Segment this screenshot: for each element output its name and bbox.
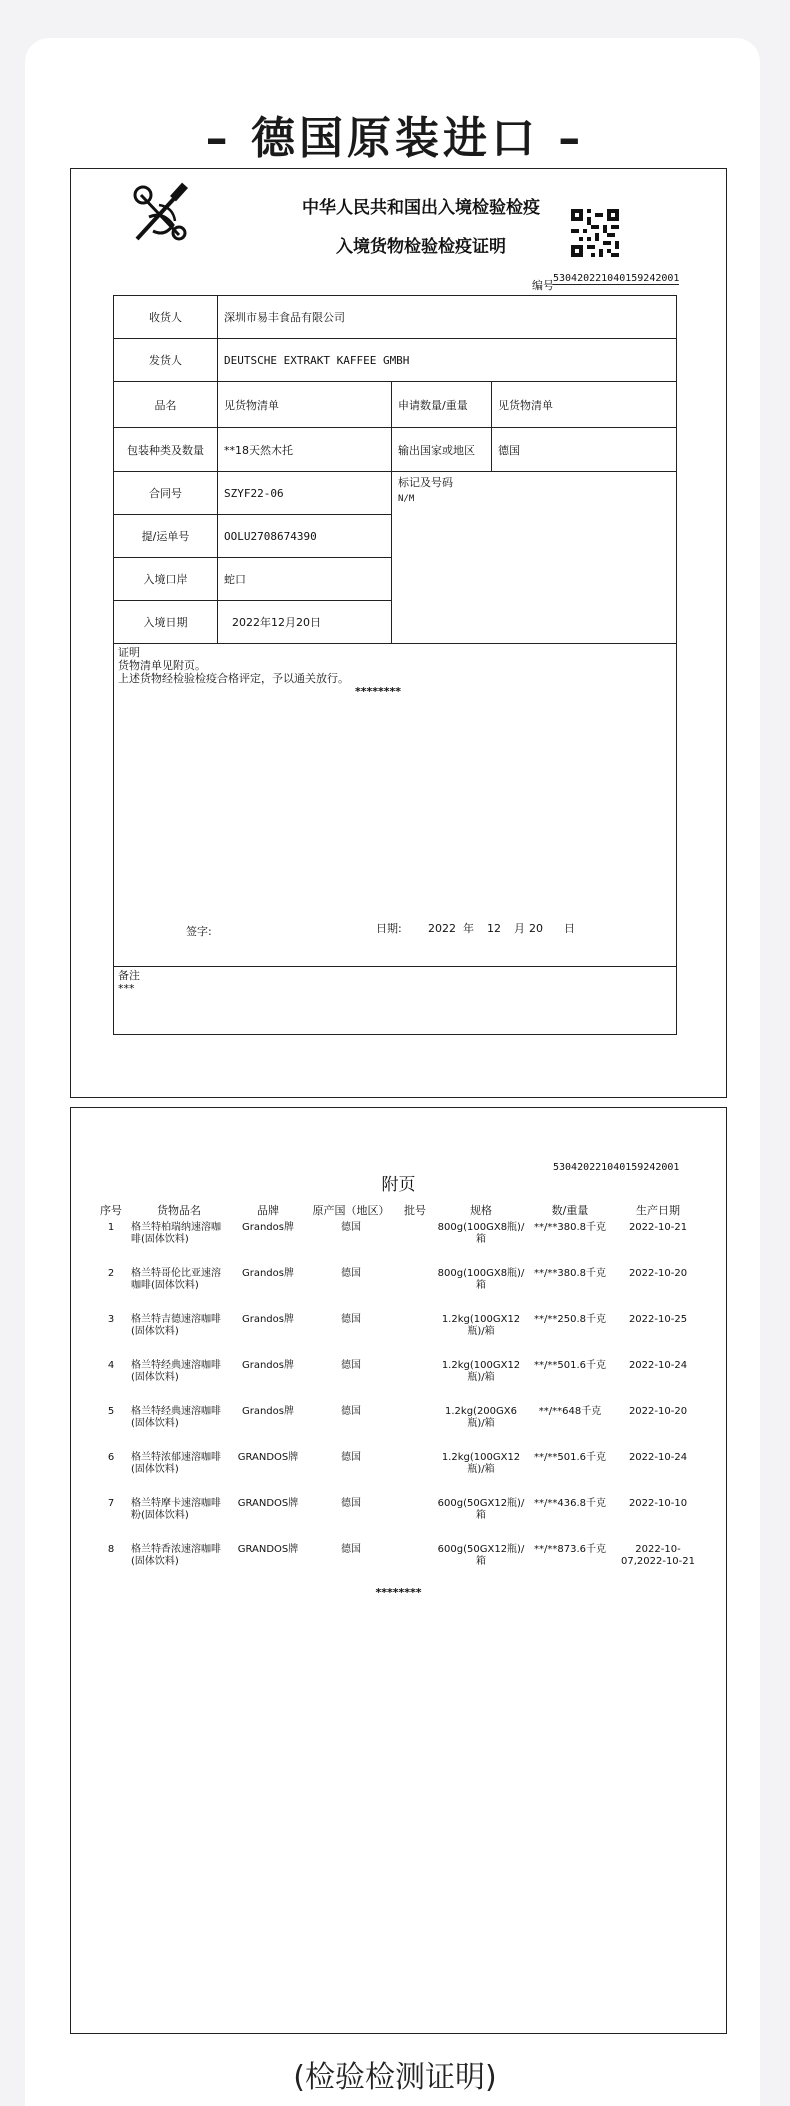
certification-line-1: 货物清单见附页。	[118, 659, 206, 672]
row-origin: 德国	[341, 1498, 361, 1509]
row-spec: 600g(50GX12瓶)/箱	[437, 1498, 525, 1521]
signature-label: 签字:	[186, 925, 212, 938]
row-origin: 德国	[341, 1222, 361, 1233]
inspection-certificate	[70, 168, 727, 1098]
contract-value: SZYF22-06	[218, 472, 392, 515]
certification-line-2: 上述货物经检验检疫合格评定，予以通关放行。	[118, 672, 349, 685]
quantity-label: 申请数量/重量	[392, 382, 492, 428]
annex-number: 530420221040159242001	[553, 1162, 680, 1173]
row-batch	[395, 1268, 435, 1314]
table-row	[93, 1452, 703, 1498]
row-quantity: **/**648千克	[538, 1406, 602, 1417]
row-goods-name: 格兰特摩卡速溶咖啡粉(固体饮料)	[131, 1498, 221, 1521]
sign-day: 20	[529, 922, 543, 935]
row-goods-name: 格兰特吉德速溶咖啡(固体饮料)	[131, 1314, 221, 1337]
table-row	[93, 1268, 703, 1314]
consignor-value: DEUTSCHE EXTRAKT KAFFEE GMBH	[218, 339, 677, 382]
row-spec: 1.2kg(100GX12瓶)/箱	[441, 1452, 521, 1475]
entry-date-label: 入境日期	[114, 601, 218, 644]
table-row	[93, 1360, 703, 1406]
row-origin: 德国	[341, 1544, 361, 1555]
entry-port-label: 入境口岸	[114, 558, 218, 601]
goods-value: 见货物清单	[218, 382, 392, 428]
row-origin: 德国	[341, 1452, 361, 1463]
row-index: 7	[107, 1498, 115, 1509]
sign-month-unit: 月	[514, 922, 525, 935]
row-production-date: 2022-10-20	[628, 1406, 688, 1417]
certificate-table	[113, 295, 677, 1035]
row-batch	[395, 1360, 435, 1406]
goods-table-header	[93, 1198, 703, 1222]
row-goods-name: 格兰特经典速溶咖啡(固体饮料)	[131, 1360, 221, 1383]
row-index: 1	[107, 1222, 115, 1233]
row-brand: Grandos牌	[241, 1360, 294, 1371]
row-index: 4	[107, 1360, 115, 1371]
row-spec: 800g(100GX8瓶)/箱	[437, 1222, 525, 1245]
sign-month: 12	[487, 922, 501, 935]
goods-table	[93, 1198, 703, 1590]
row-goods-name: 格兰特柏瑞纳速溶咖啡(固体饮料)	[131, 1222, 221, 1245]
header-spec: 规格	[470, 1204, 492, 1217]
row-quantity: **/**501.6千克	[534, 1452, 606, 1463]
table-row	[93, 1544, 703, 1590]
consignee-label: 收货人	[114, 296, 218, 339]
sign-date-label: 日期:	[376, 922, 402, 935]
row-origin: 德国	[341, 1406, 361, 1417]
certificate-number-label: 编号	[532, 279, 554, 292]
bill-of-lading-label: 提/运单号	[114, 515, 218, 558]
header-origin: 原产国（地区）	[312, 1204, 390, 1217]
row-brand: Grandos牌	[241, 1314, 294, 1325]
row-production-date: 2022-10-20	[628, 1268, 688, 1279]
row-spec: 800g(100GX8瓶)/箱	[437, 1268, 525, 1291]
goods-label: 品名	[114, 382, 218, 428]
annex-title: 附页	[381, 1175, 416, 1195]
header-batch: 批号	[404, 1204, 426, 1217]
row-index: 6	[107, 1452, 115, 1463]
row-index: 3	[107, 1314, 115, 1325]
goods-list-annex	[70, 1107, 727, 2034]
marks-cell	[392, 472, 677, 644]
certification-stars: ********	[355, 685, 402, 698]
entry-port-value: 蛇口	[218, 558, 392, 601]
row-index: 2	[107, 1268, 115, 1279]
sign-year-unit: 年	[463, 922, 474, 935]
row-batch	[395, 1222, 435, 1268]
header-goods-name: 货物品名	[157, 1204, 201, 1217]
consignor-label: 发货人	[114, 339, 218, 382]
row-batch	[395, 1314, 435, 1360]
row-production-date: 2022-10-07,2022-10-21	[620, 1544, 696, 1567]
table-row	[93, 1222, 703, 1268]
row-quantity: **/**380.8千克	[534, 1222, 606, 1233]
header-brand: 品牌	[257, 1204, 279, 1217]
sign-day-unit: 日	[564, 922, 575, 935]
quantity-value: 见货物清单	[492, 382, 677, 428]
row-quantity: **/**501.6千克	[534, 1360, 606, 1371]
certificate-title: 中华人民共和国出入境检验检疫	[302, 198, 540, 218]
row-brand: Grandos牌	[241, 1222, 294, 1233]
row-batch	[395, 1544, 435, 1590]
row-spec: 1.2kg(100GX12瓶)/箱	[441, 1360, 521, 1383]
row-production-date: 2022-10-25	[628, 1314, 688, 1325]
page-caption: (检验检测证明)	[293, 2060, 497, 2095]
row-brand: Grandos牌	[241, 1268, 294, 1279]
certification-title: 证明	[118, 646, 140, 659]
row-production-date: 2022-10-21	[628, 1222, 688, 1233]
certificate-number: 530420221040159242001	[553, 273, 680, 284]
packaging-label: 包装种类及数量	[114, 428, 218, 472]
header-production-date: 生产日期	[636, 1204, 680, 1217]
row-goods-name: 格兰特浓郁速溶咖啡(固体饮料)	[131, 1452, 221, 1475]
row-index: 8	[107, 1544, 115, 1555]
table-row	[93, 1406, 703, 1452]
entry-date-value: 2022年12月20日	[218, 601, 392, 644]
row-spec: 1.2kg(200GX6瓶)/箱	[445, 1406, 517, 1429]
row-production-date: 2022-10-24	[628, 1452, 688, 1463]
row-brand: GRANDOS牌	[237, 1498, 299, 1509]
row-goods-name: 格兰特哥伦比亚速溶咖啡(固体饮料)	[131, 1268, 221, 1291]
page-heading: – 德国原装进口 –	[205, 113, 585, 164]
row-origin: 德国	[341, 1314, 361, 1325]
qr-code	[571, 209, 619, 257]
row-origin: 德国	[341, 1268, 361, 1279]
sign-year: 2022	[428, 922, 456, 935]
row-batch	[395, 1498, 435, 1544]
marks-label: 标记及号码	[398, 476, 453, 489]
contract-label: 合同号	[114, 472, 218, 515]
row-quantity: **/**250.8千克	[534, 1314, 606, 1325]
row-brand: GRANDOS牌	[237, 1452, 299, 1463]
row-index: 5	[107, 1406, 115, 1417]
packaging-value: **18天然木托	[218, 428, 392, 472]
row-quantity: **/**436.8千克	[534, 1498, 606, 1509]
row-quantity: **/**380.8千克	[534, 1268, 606, 1279]
row-production-date: 2022-10-10	[628, 1498, 688, 1509]
customs-emblem-icon	[129, 181, 191, 247]
row-brand: Grandos牌	[241, 1406, 294, 1417]
row-origin: 德国	[341, 1360, 361, 1371]
remarks-cell	[114, 967, 677, 1035]
table-row	[93, 1498, 703, 1544]
certificate-subtitle: 入境货物检验检疫证明	[336, 237, 506, 257]
row-production-date: 2022-10-24	[628, 1360, 688, 1371]
origin-label: 输出国家或地区	[392, 428, 492, 472]
annex-stars: ********	[375, 1586, 422, 1599]
row-spec: 1.2kg(100GX12瓶)/箱	[441, 1314, 521, 1337]
row-quantity: **/**873.6千克	[534, 1544, 606, 1555]
remarks-value: ***	[118, 982, 135, 995]
certification-cell	[114, 644, 677, 967]
row-brand: GRANDOS牌	[237, 1544, 299, 1555]
consignee-value: 深圳市易丰食品有限公司	[218, 296, 677, 339]
header-index: 序号	[100, 1204, 122, 1217]
row-spec: 600g(50GX12瓶)/箱	[437, 1544, 525, 1567]
bill-of-lading-value: OOLU2708674390	[218, 515, 392, 558]
header-quantity: 数/重量	[551, 1204, 589, 1217]
table-row	[93, 1314, 703, 1360]
origin-value: 德国	[492, 428, 677, 472]
row-goods-name: 格兰特香浓速溶咖啡(固体饮料)	[131, 1544, 221, 1567]
remarks-label: 备注	[118, 969, 140, 982]
marks-value: N/M	[398, 494, 415, 504]
row-batch	[395, 1452, 435, 1498]
row-goods-name: 格兰特经典速溶咖啡(固体饮料)	[131, 1406, 221, 1429]
row-batch	[395, 1406, 435, 1452]
